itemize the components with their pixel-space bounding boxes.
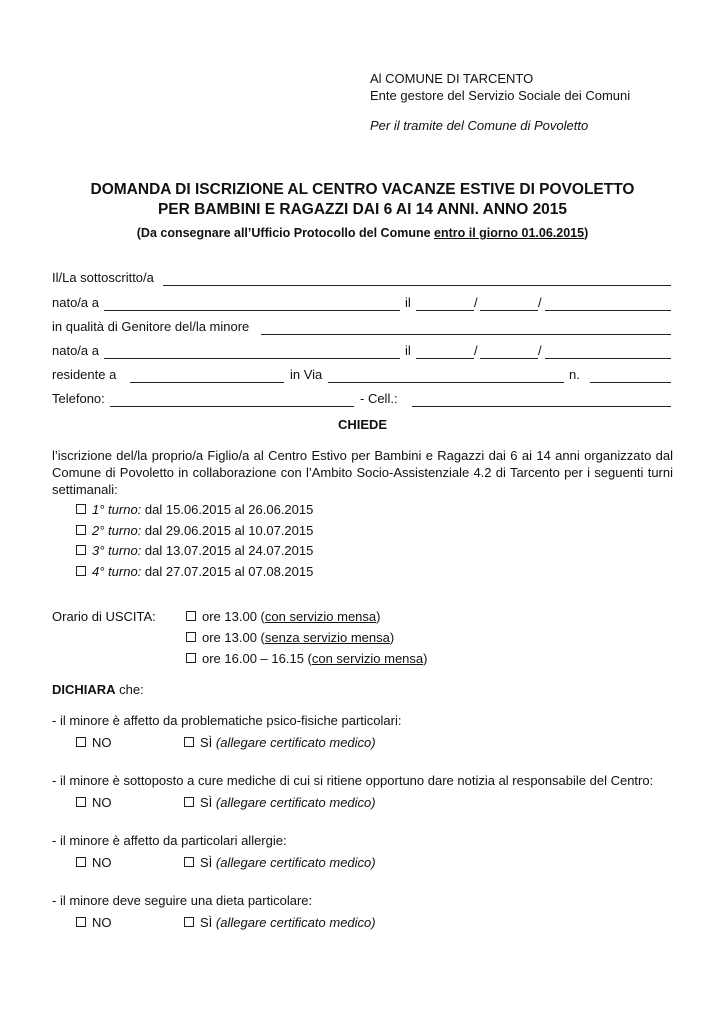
label-residente: residente a <box>52 367 117 382</box>
si-label: SÌ <box>200 855 213 870</box>
orario-option-3[interactable] <box>186 651 427 666</box>
turno-3[interactable] <box>76 543 313 558</box>
orario-2-time: ore 13.00 ( <box>202 630 265 645</box>
turno-1[interactable] <box>76 502 313 517</box>
dichiara-che: che: <box>115 682 144 697</box>
question-2-si[interactable] <box>184 795 376 810</box>
question-4: - il minore deve seguire una dieta particolare: <box>52 893 313 908</box>
recipient-address <box>370 70 630 134</box>
checkbox-icon[interactable] <box>76 504 86 514</box>
turno-2[interactable] <box>76 523 313 538</box>
checkbox-icon[interactable] <box>76 545 86 555</box>
turno-3-label: 3° turno: <box>92 543 142 558</box>
field-luogo-nascita-2[interactable] <box>104 358 400 359</box>
si-note: (allegare certificato medico) <box>215 855 376 870</box>
checkbox-icon[interactable] <box>76 737 86 747</box>
checkbox-icon[interactable] <box>184 917 194 927</box>
subtitle-text: (Da consegnare all’Ufficio Protocollo del Comune <box>136 226 435 240</box>
document-title <box>0 180 725 220</box>
label-numero: n. <box>569 367 580 382</box>
no-label: NO <box>92 795 112 810</box>
orario-1-time: ore 13.00 ( <box>202 609 265 624</box>
field-luogo-nascita-1[interactable] <box>104 310 400 311</box>
label-nato-a-1: nato/a a <box>52 295 99 310</box>
dichiara-heading <box>52 682 144 697</box>
field-cell[interactable] <box>412 406 671 407</box>
question-1: - il minore è affetto da problematiche psico-fisiche particolari: <box>52 713 402 728</box>
slash-1b: / <box>538 295 542 310</box>
question-3-no[interactable] <box>76 855 112 870</box>
question-3-si[interactable] <box>184 855 376 870</box>
orario-2-close: ) <box>389 630 395 645</box>
orario-2-service: senza servizio mensa <box>264 630 390 645</box>
field-mese-1[interactable] <box>480 310 538 311</box>
subtitle-close: ) <box>584 226 589 240</box>
field-minore[interactable] <box>261 334 671 335</box>
title-line-1: DOMANDA DI ISCRIZIONE AL CENTRO VACANZE ESTIVE DI POVOLETTO <box>90 181 635 198</box>
orario-1-service: con servizio mensa <box>264 609 377 624</box>
label-genitore: in qualità di Genitore del/la minore <box>52 319 250 334</box>
question-3: - il minore è affetto da particolari allergie: <box>52 833 287 848</box>
no-label: NO <box>92 735 112 750</box>
checkbox-icon[interactable] <box>184 857 194 867</box>
recipient-line-2: Ente gestore del Servizio Sociale dei Comuni <box>370 88 631 103</box>
question-4-si[interactable] <box>184 915 376 930</box>
dichiara-bold: DICHIARA <box>52 682 116 697</box>
checkbox-icon[interactable] <box>76 525 86 535</box>
si-label: SÌ <box>200 795 213 810</box>
label-cell: - Cell.: <box>360 391 398 406</box>
slash-2a: / <box>474 343 478 358</box>
label-il-2: il <box>405 343 411 358</box>
turno-1-label: 1° turno: <box>92 502 142 517</box>
orario-label: Orario di USCITA: <box>52 609 156 624</box>
checkbox-icon[interactable] <box>76 857 86 867</box>
checkbox-icon[interactable] <box>186 611 196 621</box>
no-label: NO <box>92 855 112 870</box>
checkbox-icon[interactable] <box>76 917 86 927</box>
question-1-no[interactable] <box>76 735 112 750</box>
orario-3-service: con servizio mensa <box>311 651 424 666</box>
si-note: (allegare certificato medico) <box>215 915 376 930</box>
field-giorno-1[interactable] <box>416 310 474 311</box>
recipient-line-1: Al COMUNE DI TARCENTO <box>370 71 534 86</box>
subtitle-deadline: entro il giorno 01.06.2015 <box>434 226 585 240</box>
field-mese-2[interactable] <box>480 358 538 359</box>
slash-1a: / <box>474 295 478 310</box>
field-sottoscritto[interactable] <box>163 285 671 286</box>
question-4-no[interactable] <box>76 915 112 930</box>
label-nato-a-2: nato/a a <box>52 343 99 358</box>
orario-option-2[interactable] <box>186 630 394 645</box>
turno-1-dates: dal 15.06.2015 al 26.06.2015 <box>144 502 314 517</box>
chiede-heading: CHIEDE <box>337 417 388 432</box>
question-2: - il minore è sottoposto a cure mediche di cui si ritiene opportuno dare notizia al responsabile del Centro: <box>52 773 654 788</box>
checkbox-icon[interactable] <box>76 797 86 807</box>
recipient-via: Per il tramite del Comune di Povoletto <box>370 118 589 133</box>
field-via[interactable] <box>328 382 564 383</box>
chiede-paragraph: l’iscrizione del/la proprio/a Figlio/a al Centro Estivo per Bambini e Ragazzi dai 6 ai 14 anni organizzato dal Comune di Povoletto in collaborazione con l’Ambito Socio-Assistenziale 4.2 di Tarcento per i seguenti turni settimanali: <box>52 448 673 497</box>
turno-2-label: 2° turno: <box>92 523 142 538</box>
checkbox-icon[interactable] <box>184 797 194 807</box>
orario-3-time: ore 16.00 – 16.15 ( <box>202 651 312 666</box>
question-2-no[interactable] <box>76 795 112 810</box>
label-il-1: il <box>405 295 411 310</box>
checkbox-icon[interactable] <box>186 632 196 642</box>
title-line-2: PER BAMBINI E RAGAZZI DAI 6 AI 14 ANNI. ANNO 2015 <box>157 201 568 218</box>
field-anno-2[interactable] <box>545 358 671 359</box>
orario-3-close: ) <box>423 651 428 666</box>
checkbox-icon[interactable] <box>184 737 194 747</box>
turno-4-label: 4° turno: <box>92 564 142 579</box>
field-residenza[interactable] <box>130 382 284 383</box>
si-note: (allegare certificato medico) <box>215 795 376 810</box>
si-note: (allegare certificato medico) <box>215 735 376 750</box>
turno-2-dates: dal 29.06.2015 al 10.07.2015 <box>144 523 314 538</box>
si-label: SÌ <box>200 735 213 750</box>
turno-4-dates: dal 27.07.2015 al 07.08.2015 <box>144 564 314 579</box>
no-label: NO <box>92 915 112 930</box>
field-telefono[interactable] <box>110 406 354 407</box>
question-1-si[interactable] <box>184 735 376 750</box>
checkbox-icon[interactable] <box>186 653 196 663</box>
slash-2b: / <box>538 343 542 358</box>
si-label: SÌ <box>200 915 213 930</box>
turno-3-dates: dal 13.07.2015 al 24.07.2015 <box>144 543 314 558</box>
document-subtitle <box>0 226 725 240</box>
checkbox-icon[interactable] <box>76 566 86 576</box>
field-giorno-2[interactable] <box>416 358 474 359</box>
orario-1-close: ) <box>376 609 381 624</box>
label-via: in Via <box>290 367 323 382</box>
field-numero[interactable] <box>590 382 671 383</box>
turno-4[interactable] <box>76 564 313 579</box>
label-telefono: Telefono: <box>52 391 105 406</box>
orario-option-1[interactable] <box>186 609 381 624</box>
field-anno-1[interactable] <box>545 310 671 311</box>
label-sottoscritto: Il/La sottoscritto/a <box>52 270 154 285</box>
